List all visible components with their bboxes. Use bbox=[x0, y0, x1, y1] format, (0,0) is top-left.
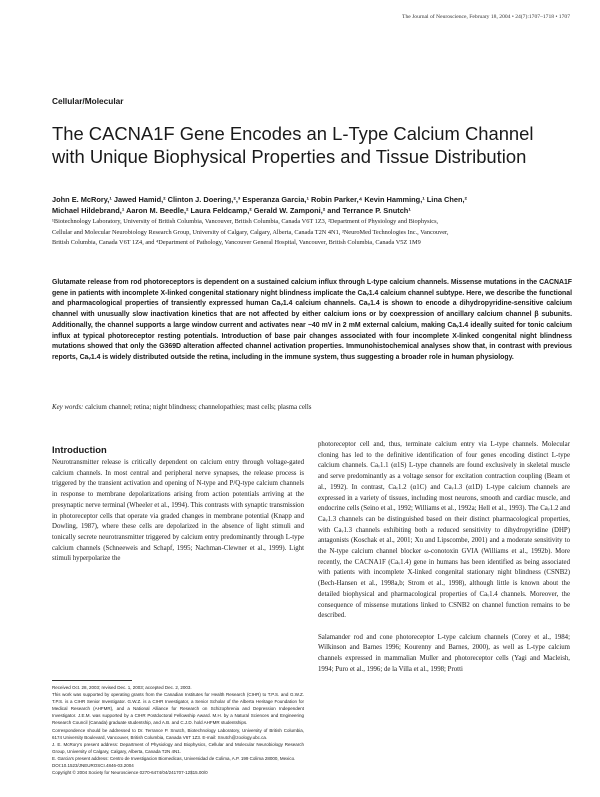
footnotes bbox=[52, 684, 304, 776]
footnote-doi: DOI:10.1523/JNEUROSCI.4846-03.2004 bbox=[52, 763, 134, 769]
author-list bbox=[52, 194, 572, 216]
introduction-right-column: photoreceptor cell and, thus, terminate calcium entry via L-type channels. Molecular cloning has led to the definitive identification of four genes encoding distinct L-type calcium channels. Caᵥ1.1 (α1S) L-type channels are found exclusively in skeletal muscle and serve predominantly as a voltage sensor for excitation contraction coupling (Beam et al., 1992). In contrast, Caᵥ1.2 (α1C) and Caᵥ1.3 (α1D) L-type calcium channels are expressed in a variety of tissues, including most neurons, smooth and cardiac muscle, and endocrine cells (Seino et al., 1992; Williams et al., 1992a; Hell et al., 1993). The Caᵥ1.2 and Caᵥ1.3 channels can be distinguished based on their distinct pharmacological properties, with Caᵥ1.3 channels exhibiting both a reduced sensitivity to dihydropyridine (DHP) antagonists (Koschak et al., 2001; Xu and Lipscombe, 2001) and a moderate sensitivity to the N-type calcium channel blocker ω-conotoxin GVIA (Williams et al., 1992b). More recently, the CACNA1F (Caᵥ1.4) gene in humans has been identified as being associated with patients with incomplete X-linked congenital stationary night blindness (CSNB2) (Bech-Hansen et al., 1998a,b; Strom et al., 1998), although little is known about the detailed biophysical and pharmacological properties of Caᵥ1.4 channels. Moreover, the consequence of missense mutations linked to CSNB2 on channel function remains to be described. Salamander rod and cone photoreceptor L-type calcium channels (Corey et al., 1984; Wilkinson and Barnes 1996; Kourenny and Barnes, 2000), as well as L-type calcium channels expressed in mammalian Muller and photoreceptor cells (Yagi and Macleish, 1994; Puro et al., 1996; de la Villa et al., 1998; Protti bbox=[318, 441, 570, 673]
affiliation-line-2: Cellular and Molecular Neurobiology Research Group, University of Calgary, Calgary, Alberta, Canada T2N 4N1, ³NeuroMed Technologies Inc., Vancouver, bbox=[52, 228, 449, 236]
footnote-present-address-1: J. E. McRory's present address: Department of Physiology and Biophysics, Cellular and Molecular Neurobiology Research Group, University of Calgary, Calgary, Alberta, Canada T2N 4N1. bbox=[52, 741, 304, 754]
footnote-correspondence: Correspondence should be addressed to Dr. Terrance P. Snutch, Biotechnology Laboratory, University of British Columbia, 6174 University Boulevard, Vancouver, British Columbia, Canada V6T 1Z3. E-mail: Snutch@zoology.ubc.ca. bbox=[52, 727, 304, 740]
footnote-received: Received Oct. 28, 2003; revised Dec. 1, 2003; accepted Dec. 2, 2003. bbox=[52, 685, 192, 690]
authors-line-1: John E. McRory,¹ Jawed Hamid,² Clinton J. Doering,²,³ Esperanza Garcia,¹ Robin Parker,⁴ Kevin Hamming,¹ Lina Chen,² bbox=[52, 195, 468, 204]
affiliation-line-1: ¹Biotechnology Laboratory, University of British Columbia, Vancouver, British Columbia, Canada V6T 1Z3, ²Department of Physiology and Biophysics, bbox=[52, 218, 439, 225]
footnote-copyright: Copyright © 2004 Society for Neuroscience 0270-6474/04/241707-12$15.00/0 bbox=[52, 770, 208, 776]
introduction-left-column: Neurotransmitter release is critically dependent on calcium entry through voltage-gated calcium channels. In most central and peripheral nerve synapses, the release process is triggered by the transient activation and opening of N-type and P/Q-type calcium channels in response to membrane depolarizations arising from action potentials arriving at the presynaptic nerve terminal (Wheeler et al., 1994). This contrasts with synaptic transmission in photoreceptor cells that operate via graded changes in membrane potential (Knapp and Dowling, 1987), where these cells are depolarized in the absence of light stimuli and tonically secrete neurotransmitter triggered by calcium entry predominantly through L-type calcium channels (Schneeweis and Schapf, 1995; Nachman-Clewner et al., 1999). Light stimuli hyperpolarize the bbox=[52, 459, 304, 563]
running-head: The Journal of Neuroscience, February 18, 2004 • 24(7):1707–1718 • 1707 bbox=[402, 14, 570, 20]
title-line-2: with Unique Biophysical Properties and Tissue Distribution bbox=[52, 146, 527, 167]
keywords-label: Key words: bbox=[52, 404, 84, 411]
footnote-present-address-2: E. Garcia's present address: Centro de Investigacion Biomedicas, Universidad de Colima, A.P. 199 Colima 28000, Mexico. bbox=[52, 755, 296, 761]
authors-line-2: Michael Hildebrand,¹ Aaron M. Beedle,² Laura Feldcamp,² Gerald W. Zamponi,² and Terrance P. Snutch¹ bbox=[52, 206, 411, 215]
section-label: Cellular/Molecular bbox=[52, 96, 124, 106]
affiliations bbox=[52, 217, 572, 249]
article-title bbox=[52, 122, 572, 168]
abstract: Glutamate release from rod photoreceptors is dependent on a sustained calcium influx through L-type calcium channels. Missense mutations in the CACNA1F gene in patients with incomplete X-linked congenital stationary night blindness implicate the Caᵥ1.4 calcium channel subtype. Here, we describe the functional and pharmacological properties of transiently expressed human Caᵥ1.4 calcium channels. Caᵥ1.4 is shown to encode a dihydropyridine-sensitive calcium channel with unusually slow inactivation kinetics that are not affected by either calcium ions or by coexpression of ancillary calcium channel β subunits. Additionally, the channel supports a large window current and activates near −40 mV in 2 mM external calcium, making Caᵥ1.4 ideally suited for tonic calcium influx at typical photoreceptor resting potentials. Introduction of base pair changes associated with four incomplete X-linked congenital night blindness mutations showed that only the G369D alteration affected channel activation properties. Immunohistochemical analyses show that, in contrast with previous reports, Caᵥ1.4 is widely distributed outside the retina, including in the immune system, thus suggesting a broader role in human physiology. bbox=[52, 279, 572, 361]
introduction-heading: Introduction bbox=[52, 444, 107, 455]
footnote-funding: This work was supported by operating grants from the Canadian Institutes for Health Research (CIHR) to T.P.S. and G.W.Z. T.P.S. is a CIHR Senior Investigator. G.W.Z. is a CIHR Investigator, a Senior Scholar of the Alberta Heritage Foundation for Medical Research (AHFMR), and a National Alliance for Research on Schizophrenia and Depression Independent Investigator. J.E.M. was supported by a CIHR Postdoctoral Fellowship Award. M.H. by a Natural Sciences and Engineering Research Council (Canada) graduate studentship, and A.B. and C.J.D. hold AHFMR studentships. bbox=[52, 692, 304, 726]
footnote-rule bbox=[52, 680, 132, 681]
keywords bbox=[52, 404, 572, 411]
title-line-1: The CACNA1F Gene Encodes an L-Type Calcium Channel bbox=[52, 123, 534, 144]
affiliation-line-3: British Columbia, Canada V6T 1Z4, and ⁴Department of Pathology, Vancouver General Hospital, Vancouver, British Columbia, Canada V5Z 1M9 bbox=[52, 239, 421, 246]
keywords-text: calcium channel; retina; night blindness; channelopathies; mast cells; plasma cells bbox=[85, 404, 312, 411]
